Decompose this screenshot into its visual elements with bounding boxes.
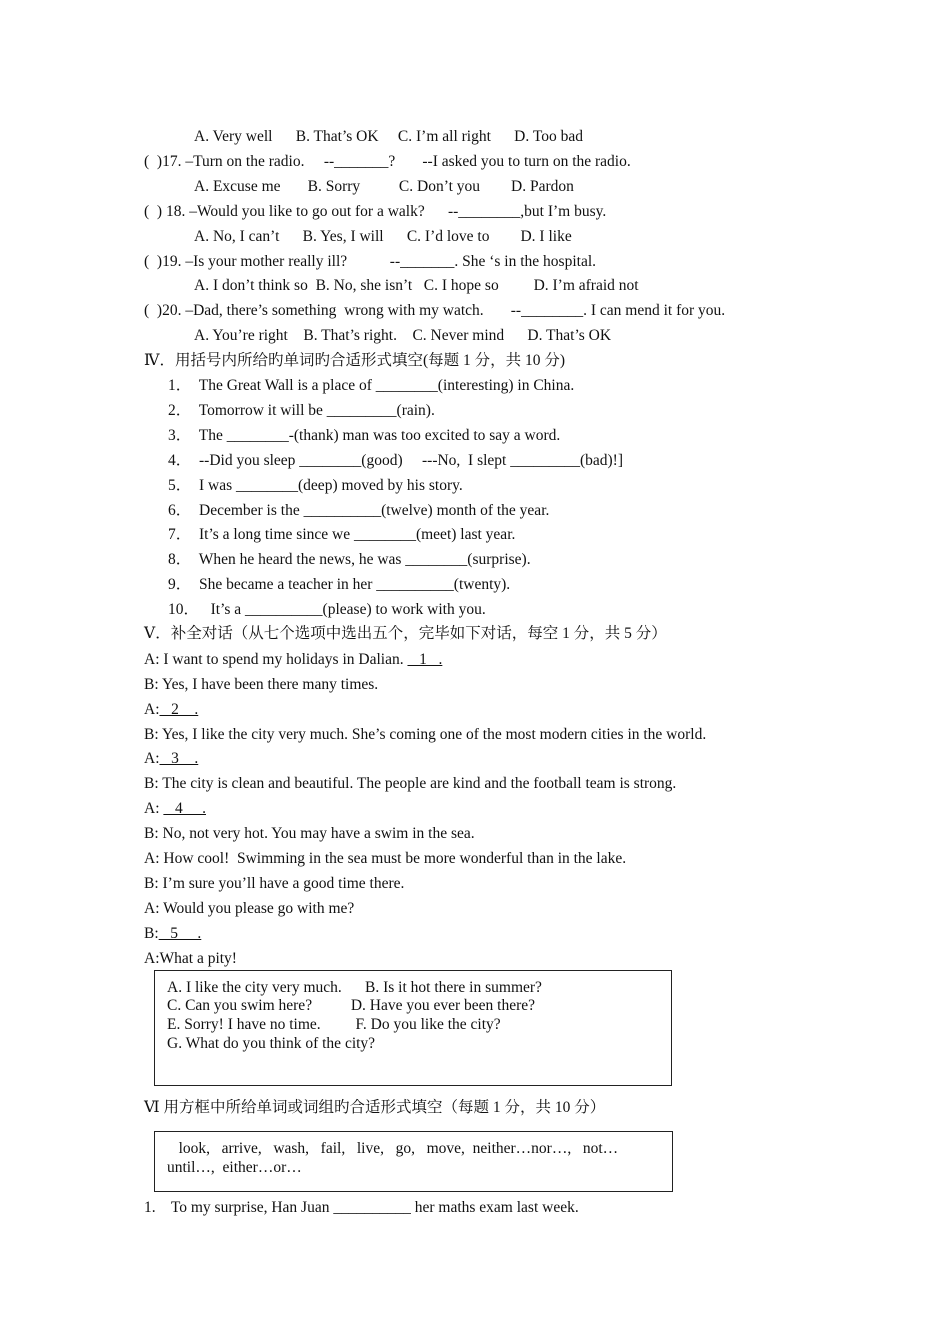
option-row: A. I like the city very much. B. Is it hot there in summer? bbox=[167, 979, 542, 996]
option-row: C. Can you swim here? D. Have you ever been there? bbox=[167, 997, 536, 1014]
q17-question: ( )17. –Turn on the radio. --_______? --I asked you to turn on the radio. bbox=[144, 153, 631, 170]
q20-question: ( )20. –Dad, there’s something wrong with my watch. --________. I can mend it for you. bbox=[144, 302, 726, 319]
section4-item: 9． She became a teacher in her __________(twenty). bbox=[168, 576, 511, 593]
section4-heading: Ⅳ．用括号内所给旳单词旳合适形式填空(每题 1 分，共 10 分) bbox=[144, 352, 566, 369]
answer-blank: 1 . bbox=[407, 651, 443, 668]
options-box bbox=[154, 970, 672, 1086]
dialogue-line: A: How cool! Swimming in the sea must be more wonderful than in the lake. bbox=[144, 850, 627, 867]
dialogue-line: B: The city is clean and beautiful. The people are kind and the football team is strong. bbox=[144, 775, 677, 792]
q20-options: A. You’re right B. That’s right. C. Never mind D. That’s OK bbox=[194, 327, 612, 344]
q17-options: A. Excuse me B. Sorry C. Don’t you D. Pardon bbox=[194, 178, 574, 195]
answer-blank: 4 . bbox=[163, 800, 206, 817]
dialogue-line: B: Yes, I have been there many times. bbox=[144, 676, 379, 693]
option-row: E. Sorry! I have no time. F. Do you like the city? bbox=[167, 1016, 501, 1033]
q18-question: ( ) 18. –Would you like to go out for a walk? --________,but I’m busy. bbox=[144, 203, 607, 220]
section6-item: 1. To my surprise, Han Juan __________ her maths exam last week. bbox=[144, 1199, 579, 1216]
section4-item: 1． The Great Wall is a place of ________(interesting) in China. bbox=[168, 377, 575, 394]
word-box-row: look, arrive, wash, fail, live, go, move, neither…nor…, not… bbox=[167, 1140, 619, 1157]
dialogue-line: A: 3 . bbox=[144, 750, 199, 767]
dialogue-line: A:What a pity! bbox=[144, 950, 237, 967]
dialogue-line: A: 2 . bbox=[144, 701, 199, 718]
dialogue-line: B: I’m sure you’ll have a good time there. bbox=[144, 875, 405, 892]
answer-blank: 2 . bbox=[159, 701, 199, 718]
section5-heading: Ⅴ．补全对话（从七个选项中选出五个，完毕如下对话，每空 1 分，共 5 分） bbox=[144, 625, 667, 642]
word-box bbox=[154, 1131, 673, 1192]
section4-item: 6． December is the __________(twelve) month of the year. bbox=[168, 502, 550, 519]
dialogue-line: B: Yes, I like the city very much. She’s coming one of the most modern cities in the world. bbox=[144, 726, 707, 743]
dialogue-line: A: I want to spend my holidays in Dalian. 1 . bbox=[144, 651, 443, 668]
answer-blank: 3 . bbox=[159, 750, 199, 767]
section4-item: 2． Tomorrow it will be _________(rain). bbox=[168, 402, 435, 419]
section4-item: 3． The ________-(thank) man was too excited to say a word. bbox=[168, 427, 561, 444]
option-row: G. What do you think of the city? bbox=[167, 1035, 376, 1052]
q16-options: A. Very well B. That’s OK C. I’m all right D. Too bad bbox=[194, 128, 583, 145]
dialogue-line: A: Would you please go with me? bbox=[144, 900, 355, 917]
q19-question: ( )19. –Is your mother really ill? --_______. She ‘s in the hospital. bbox=[144, 253, 597, 270]
section6-heading: Ⅵ 用方框中所给单词或词组旳合适形式填空（每题 1 分，共 10 分） bbox=[144, 1099, 606, 1116]
section4-item: 4． --Did you sleep ________(good) ---No, I slept _________(bad)!] bbox=[168, 452, 624, 469]
section4-item: 7． It’s a long time since we ________(meet) last year. bbox=[168, 526, 516, 543]
section4-item: 8． When he heard the news, he was ________(surprise). bbox=[168, 551, 531, 568]
section4-item: 5． I was ________(deep) moved by his story. bbox=[168, 477, 463, 494]
dialogue-line: B: 5 . bbox=[144, 925, 202, 942]
q18-options: A. No, I can’t B. Yes, I will C. I’d love to D. I like bbox=[194, 228, 572, 245]
dialogue-line: A: 4 . bbox=[144, 800, 206, 817]
section4-item: 10． It’s a __________(please) to work with you. bbox=[168, 601, 486, 618]
dialogue-line: B: No, not very hot. You may have a swim in the sea. bbox=[144, 825, 475, 842]
q19-options: A. I don’t think so B. No, she isn’t C. I hope so D. I’m afraid not bbox=[194, 277, 639, 294]
answer-blank: 5 . bbox=[158, 925, 202, 942]
word-box-row: until…, either…or… bbox=[167, 1159, 302, 1176]
